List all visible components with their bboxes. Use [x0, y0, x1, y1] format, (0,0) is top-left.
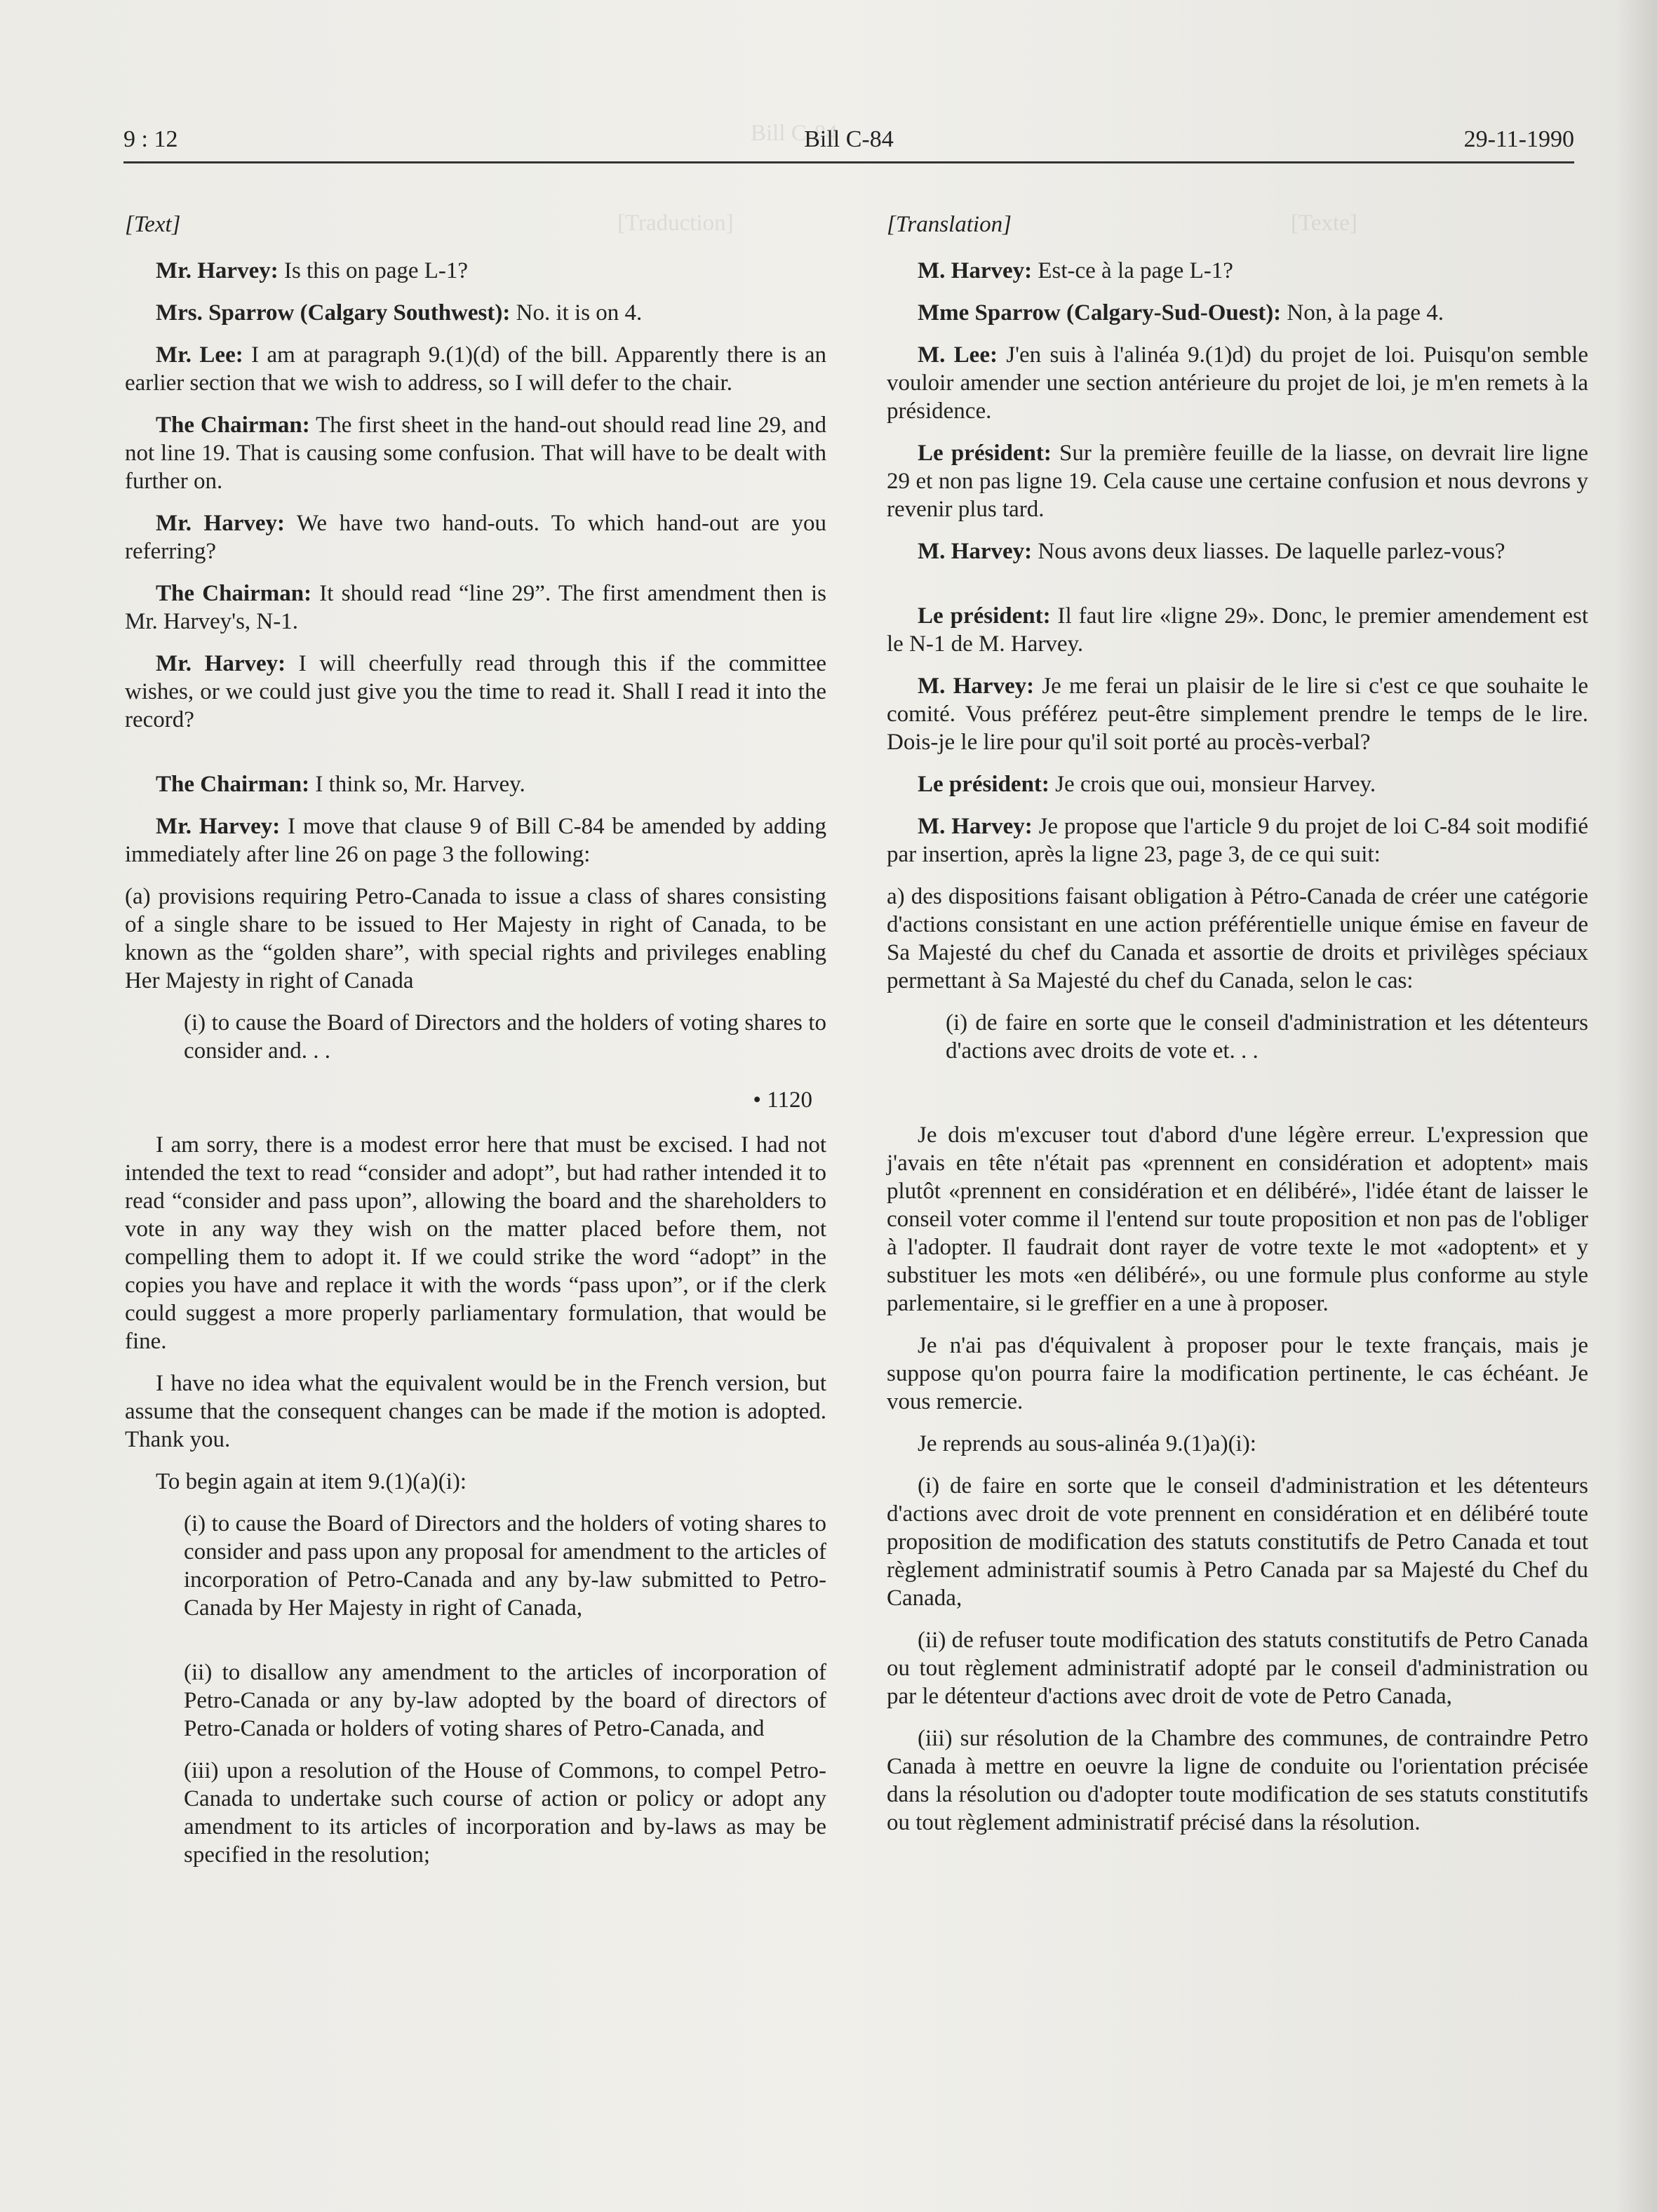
transcript-paragraph — [887, 341, 1588, 425]
transcript-paragraph — [125, 579, 826, 636]
column-label: [Translation] — [887, 212, 1012, 237]
document-title: Bill C-84 — [804, 126, 894, 152]
speech-text: Je crois que oui, monsieur Harvey. — [1049, 772, 1376, 797]
speaker-name: The Chairman: — [156, 772, 310, 797]
transcript-paragraph: Je reprends au sous-alinéa 9.(1)a)(i): — [918, 1431, 1256, 1456]
speaker-name: Mr. Harvey: — [156, 814, 281, 839]
speaker-name: The Chairman: — [156, 413, 310, 438]
amendment-subitem-i: (i) de faire en sorte que le conseil d'administration et les détenteurs d'actions avec droit de vote prennent en considération et en délibéré toute proposition de modification des statuts constitutifs de Petro Canada et tout règlement administratif soumis à Petro Canada par sa Majesté du Chef du Canada, — [887, 1473, 1588, 1611]
speech-text: Sur la première feuille de la liasse, on devrait lire ligne 29 et non pas ligne 19. Cela cause une certaine confusion et nous devrons y revenir plus tard. — [887, 441, 1588, 522]
transcript-paragraph: To begin again at item 9.(1)(a)(i): — [156, 1469, 467, 1494]
time-marker: • 1120 — [753, 1087, 812, 1113]
speaker-name: The Chairman: — [156, 581, 312, 606]
french-column — [887, 210, 1588, 1851]
header-date: 29-11-1990 — [1463, 126, 1574, 152]
speaker-name: M. Lee: — [918, 342, 998, 368]
transcript-paragraph — [887, 299, 1588, 327]
transcript-paragraph — [887, 770, 1588, 798]
amendment-item-a: a) des dispositions faisant obligation à Pétro-Canada de créer une catégorie d'actions consistant en une action préférentielle unique émise en faveur de Sa Majesté du chef du Canada et assortie de droits et privilèges spéciaux permettant à Sa Majesté du chef du Canada, selon le cas: — [887, 884, 1588, 993]
speaker-name: Mr. Harvey: — [156, 511, 285, 536]
transcript-paragraph: I have no idea what the equivalent would be in the French version, but assume that the consequent changes can be made if the motion is adopted. Thank you. — [125, 1371, 826, 1452]
page-number: 9 : 12 — [123, 126, 178, 152]
speaker-name: Mr. Harvey: — [156, 258, 279, 283]
speech-text: Il faut lire «ligne 29». Donc, le premier amendement est le N-1 de M. Harvey. — [887, 603, 1588, 657]
page-edge-shadow — [1615, 0, 1657, 2212]
transcript-paragraph — [125, 299, 826, 327]
transcript-paragraph — [887, 257, 1588, 285]
speaker-name: M. Harvey: — [918, 258, 1033, 283]
speech-text: I am at paragraph 9.(1)(d) of the bill. Apparently there is an earlier section that we wish to address, so I will defer to the chair. — [125, 342, 827, 396]
speech-text: Is this on page L-1? — [278, 258, 469, 283]
transcript-paragraph — [125, 812, 826, 869]
speaker-name: Mrs. Sparrow (Calgary Southwest): — [156, 300, 511, 326]
speaker-name: M. Harvey: — [918, 539, 1033, 564]
header-rule — [123, 161, 1574, 163]
speaker-name: M. Harvey: — [918, 673, 1035, 699]
amendment-subitem-iii: (iii) sur résolution de la Chambre des communes, de contraindre Petro Canada à mettre en oeuvre la ligne de conduite ou l'orientation précisée dans la résolution ou d'adopter toute modification de ses statuts constitutifs ou tout règlement administratif précisé dans la résolution. — [887, 1726, 1588, 1835]
transcript-paragraph — [125, 341, 826, 397]
transcript-paragraph — [125, 411, 826, 495]
speaker-name: Mme Sparrow (Calgary-Sud-Ouest): — [918, 300, 1282, 326]
speech-text: Est-ce à la page L-1? — [1032, 258, 1233, 283]
speech-text: The first sheet in the hand-out should read line 29, and not line 19. That is causing some confusion. That will have to be dealt with further on. — [125, 413, 826, 494]
speaker-name: M. Harvey: — [918, 814, 1033, 839]
amendment-subitem-i: (i) to cause the Board of Directors and the holders of voting shares to consider and pass upon any proposal for amendment to the articles of incorporation of Petro-Canada and any by-law submitted to Petro-Canada by Her Majesty in right of Canada, — [184, 1511, 826, 1621]
amendment-item-a: (a) provisions requiring Petro-Canada to issue a class of shares consisting of a single share to be issued to Her Majesty in right of Canada, to be known as the “golden share”, with special rights and privileges enabling Her Majesty in right of Canada — [125, 884, 826, 993]
amendment-subitem-iii: (iii) upon a resolution of the House of Commons, to compel Petro-Canada to undertake such course of action or policy or adopt any amendment to its articles of incorporation and by-laws as may be specified in the resolution; — [184, 1758, 826, 1868]
speaker-name: Le président: — [918, 772, 1049, 797]
speech-text: Nous avons deux liasses. De laquelle parlez-vous? — [1032, 539, 1505, 564]
transcript-paragraph — [887, 439, 1588, 523]
transcript-paragraph — [125, 509, 826, 565]
amendment-subitem-ii: (ii) de refuser toute modification des statuts constitutifs de Petro Canada ou tout règlement administratif adopté par le conseil d'administration ou par le détenteur d'actions avec droit de vote de Petro Canada, — [887, 1628, 1588, 1709]
speech-text: I will cheerfully read through this if the committee wishes, or we could just give you the time to read it. Shall I read it into the record? — [125, 651, 826, 732]
transcript-paragraph — [887, 672, 1588, 756]
transcript-paragraph: I am sorry, there is a modest error here that must be excised. I had not intended the text to read “consider and adopt”, but had rather intended it to read “consider and pass upon”, allowing the board and the shareholders to vote in any way they wish on the matter placed before them, not compelling them to adopt it. If we could strike the word “adopt” in the copies you have and replace it with the words “pass upon”, or if the clerk could suggest a more properly parliamentary formulation, that would be fine. — [125, 1132, 826, 1354]
transcript-paragraph — [887, 537, 1588, 565]
page-header — [123, 126, 1574, 160]
column-label: [Text] — [125, 212, 181, 237]
transcript-paragraph — [887, 602, 1588, 658]
amendment-item-a-i: (i) to cause the Board of Directors and the holders of voting shares to consider and. . . — [184, 1010, 826, 1064]
speech-text: No. it is on 4. — [510, 300, 643, 326]
transcript-paragraph: Je n'ai pas d'équivalent à proposer pour le texte français, mais je suppose qu'on pourra faire la modification pertinente, le cas échéant. Je vous remercie. — [887, 1333, 1588, 1414]
amendment-item-a-i: (i) de faire en sorte que le conseil d'administration et les détenteurs d'actions avec droits de vote et. . . — [946, 1010, 1588, 1064]
speech-text: It should read “line 29”. The first amendment then is Mr. Harvey's, N-1. — [125, 581, 826, 634]
bleed-through-text: [Traduction] — [617, 210, 734, 236]
speech-text: I think so, Mr. Harvey. — [309, 772, 525, 797]
speech-text: J'en suis à l'alinéa 9.(1)d) du projet de loi. Puisqu'on semble vouloir amender une section antérieure du projet de loi, je m'en remets à la présidence. — [887, 342, 1588, 424]
transcript-paragraph — [125, 650, 826, 734]
transcript-paragraph — [125, 770, 826, 798]
speech-text: I move that clause 9 of Bill C-84 be amended by adding immediately after line 26 on page 3 the following: — [125, 814, 826, 867]
speech-text: We have two hand-outs. To which hand-out are you referring? — [125, 511, 826, 564]
bleed-through-text: Bill C-84 — [751, 121, 838, 146]
bleed-through-text: [Texte] — [1291, 210, 1357, 236]
speech-text: Je me ferai un plaisir de le lire si c'est ce que souhaite le comité. Vous préférez peut-être simplement prendre le temps de le lire. Dois-je le lire pour qu'il soit porté au procès-verbal? — [887, 673, 1589, 755]
amendment-subitem-ii: (ii) to disallow any amendment to the articles of incorporation of Petro-Canada or any by-law adopted by the board of directors of Petro-Canada or holders of voting shares of Petro-Canada, and — [184, 1660, 826, 1741]
transcript-paragraph — [125, 257, 826, 285]
transcript-paragraph: Je dois m'excuser tout d'abord d'une légère erreur. L'expression que j'avais en tête n'était pas «prennent en considération et adoptent» mais plutôt «prennent en considération et en délibéré», l'idée étant de laisser le conseil voter comme il l'entend sur toute proposition et non pas de l'obliger à l'adopter. Il faudrait dont rayer de votre texte le mot «adoptent» et y substituer les mots «en délibéré», ou une formule plus conforme au style parlementaire, si le greffier en a une à proposer. — [887, 1122, 1588, 1316]
speech-text: Je propose que l'article 9 du projet de loi C-84 soit modifié par insertion, après la ligne 23, page 3, de ce qui suit: — [887, 814, 1588, 867]
transcript-paragraph — [887, 812, 1588, 869]
speaker-name: Le président: — [918, 441, 1052, 466]
english-column — [125, 210, 826, 1883]
speaker-name: Mr. Lee: — [156, 342, 243, 368]
speaker-name: Mr. Harvey: — [156, 651, 286, 676]
speaker-name: Le président: — [918, 603, 1051, 629]
speech-text: Non, à la page 4. — [1281, 300, 1444, 326]
